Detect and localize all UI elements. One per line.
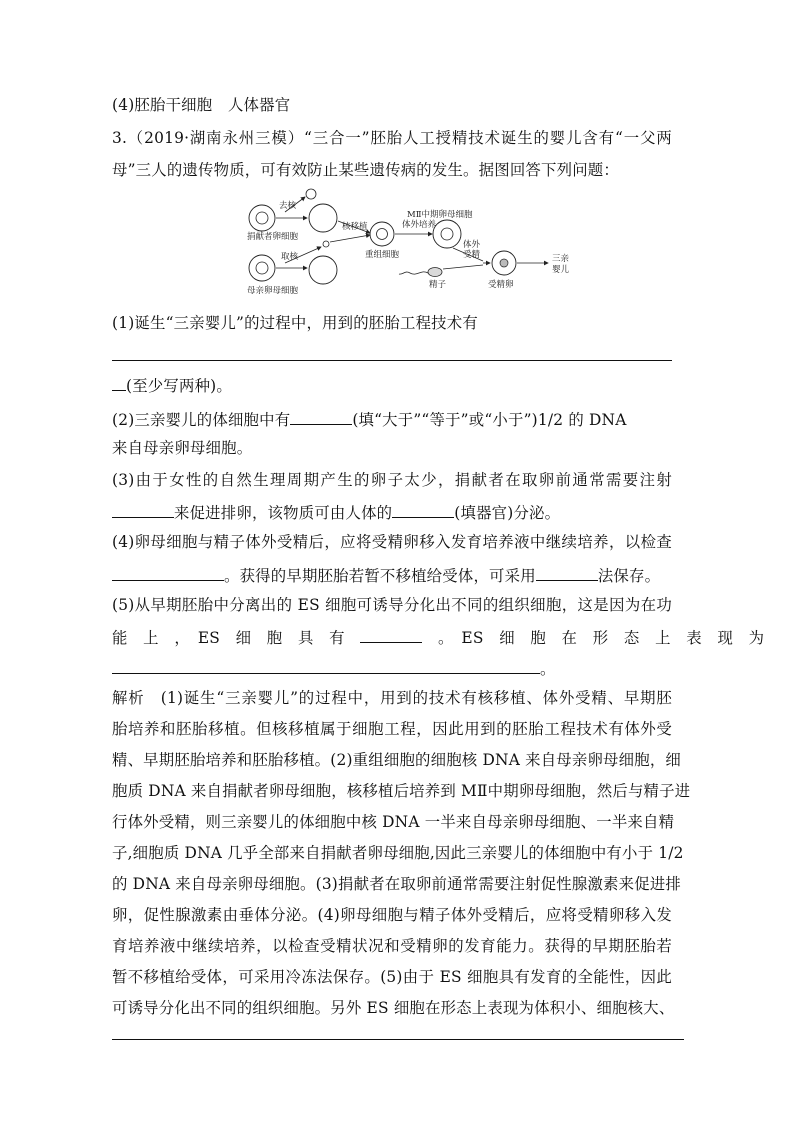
- zygote-cell: [492, 251, 516, 275]
- transfer-arrow-nucleus: [330, 235, 370, 242]
- analysis-line-7: 的 DNA 来自母亲卵母细胞。(3)捐献者在取卵前通常需要注射促性腺激素来促进排: [112, 875, 682, 893]
- q3-text-b: (填器官)分泌。: [454, 504, 561, 522]
- question-stem-line-1: 3.（2019·湖南永州三模）“三合一”胚胎人工授精技术诞生的婴儿含有“一父两: [112, 129, 672, 147]
- in-vitro-culture-label: 体外培养: [402, 220, 437, 230]
- analysis-line-2: 胎培养和胚胎移植。但核移植属于细胞工程，因此用到的胚胎工程技术有体外受: [112, 720, 672, 738]
- mother-egg-cell: [249, 255, 275, 281]
- q1-text: (1)诞生“三亲婴儿”的过程中，用到的胚胎工程技术有: [112, 314, 478, 332]
- q5-text-a: 能 上 ， ES 细 胞 具 有: [112, 629, 345, 647]
- three-parent-baby-diagram: [245, 185, 575, 300]
- question-stem-line-2: 母”三人的遗传物质，可有效防止某些遗传病的发生。据图回答下列问题：: [112, 161, 619, 179]
- q2-answer-blank: [290, 408, 352, 425]
- q2-text-b: (填“大于”“等于”或“小于”)1/2 的 DNA: [352, 411, 627, 429]
- analysis-line-10: 暂不移植给受体，可采用冷冻法保存。(5)由于 ES 细胞具有发育的全能性，因此: [112, 968, 672, 986]
- q2-text-a: (2)三亲婴儿的体细胞中有: [112, 411, 291, 429]
- q3-answer-blank-1: [112, 501, 174, 518]
- analysis-line-1: 解析 (1)诞生“三亲婴儿”的过程中，用到的技术有核移植、体外受精、早期胚: [112, 689, 672, 707]
- q3-line-1: (3)由于女性的自然生理周期产生的卵子太少，捐献者在取卵前通常需要注射: [112, 471, 672, 489]
- baby-label-1: 三亲: [552, 254, 570, 264]
- q5-line-2: [112, 626, 764, 648]
- mii-oocyte-label: MⅡ中期卵母细胞: [407, 210, 473, 220]
- q1-answer-blank: [112, 374, 126, 391]
- sperm-head: [428, 268, 442, 277]
- recombinant-cell-label: 重组细胞: [365, 250, 400, 260]
- donor-egg-cell: [249, 205, 275, 231]
- zygote-label: 受精卵: [488, 280, 514, 290]
- q4-line-1: (4)卵母细胞与精子体外受精后，应将受精卵移入发育培养液中继续培养，以检查: [112, 533, 672, 551]
- baby-label-2: 婴儿: [552, 265, 570, 275]
- q5-answer-blank-2: [112, 657, 540, 674]
- mii-oocyte-cell: [433, 220, 461, 248]
- q2-line-1: [112, 408, 627, 430]
- enucleated-egg: [309, 204, 337, 232]
- q4-text-b: 法保存。: [597, 567, 661, 585]
- q2-line-2: 来自母亲卵母细胞。: [112, 439, 253, 457]
- q5-line-3: [112, 657, 556, 679]
- analysis-line-11: 可诱导分化出不同的组织细胞。另外 ES 细胞在形态上表现为体积小、细胞核大、: [112, 999, 675, 1017]
- q1-tail-text: (至少写两种)。: [126, 377, 232, 395]
- q4-line-2: [112, 564, 660, 586]
- page-bottom-rule: [112, 1039, 684, 1040]
- analysis-line-3: 精、早期胚胎培养和胚胎移植。(2)重组细胞的细胞核 DNA 来自母亲卵母细胞，细: [112, 751, 682, 769]
- q4-answer-blank-2: [536, 564, 598, 581]
- q5-line-1: (5)从早期胚胎中分离出的 ES 细胞可诱导分化出不同的组织细胞，这是因为在功: [112, 596, 672, 614]
- analysis-line-6: 子,细胞质 DNA 几乎全部来自捐献者卵母细胞,因此三亲婴儿的体细胞中有小于 1/2: [112, 844, 684, 862]
- sperm-label: 精子: [429, 280, 447, 290]
- extracted-nucleus: [323, 241, 329, 247]
- q1-tail: [112, 374, 232, 396]
- q4-answer-blank-1: [112, 564, 224, 581]
- enucleate-label: 去核: [279, 201, 297, 211]
- nuclear-transfer-label: 核移植: [342, 222, 368, 232]
- in-vitro-label-2: 受精: [463, 250, 481, 260]
- analysis-line-5: 行体外受精，则三亲婴儿的体细胞中核 DNA 一半来自母亲卵母细胞、一半来自精: [112, 813, 675, 831]
- q5-text-b: 。 ES 细 胞 在 形 态 上 表 现 为: [437, 629, 765, 647]
- recombinant-cell: [370, 222, 394, 246]
- q4-text-a: 。获得的早期胚胎若暂不移植给受体，可采用: [224, 567, 536, 585]
- q3-text-a: 来促进排卵，该物质可由人体的: [174, 504, 393, 522]
- analysis-line-8: 卵，促性腺激素由垂体分泌。(4)卵母细胞与精子体外受精后，应将受精卵移入发: [112, 906, 672, 924]
- q5-answer-blank-1: [360, 626, 422, 643]
- donor-egg-label: 捐献者卵细胞: [247, 232, 299, 242]
- removed-nucleus: [306, 189, 316, 199]
- mother-egg-label: 母亲卵母细胞: [247, 286, 299, 296]
- sperm-tail: [399, 272, 428, 274]
- q5-tail: 。: [540, 660, 556, 678]
- previous-answer: (4)胚胎干细胞 人体器官: [112, 96, 291, 114]
- q3-answer-blank-2: [392, 501, 454, 518]
- analysis-line-9: 育培养液中继续培养，以检查受精状况和受精卵的发育能力。获得的早期胚胎若: [112, 937, 672, 955]
- analysis-line-4: 胞质 DNA 来自捐献者卵母细胞，核移植后培养到 MⅡ中期卵母细胞，然后与精子进: [112, 782, 691, 800]
- in-vitro-label-1: 体外: [463, 240, 481, 250]
- take-nucleus-label: 取核: [281, 252, 299, 262]
- mother-cell-remainder: [309, 256, 337, 284]
- fertilization-line-bottom: [443, 265, 483, 269]
- q1-answer-blank-line: [112, 360, 672, 361]
- q3-line-2: [112, 501, 560, 523]
